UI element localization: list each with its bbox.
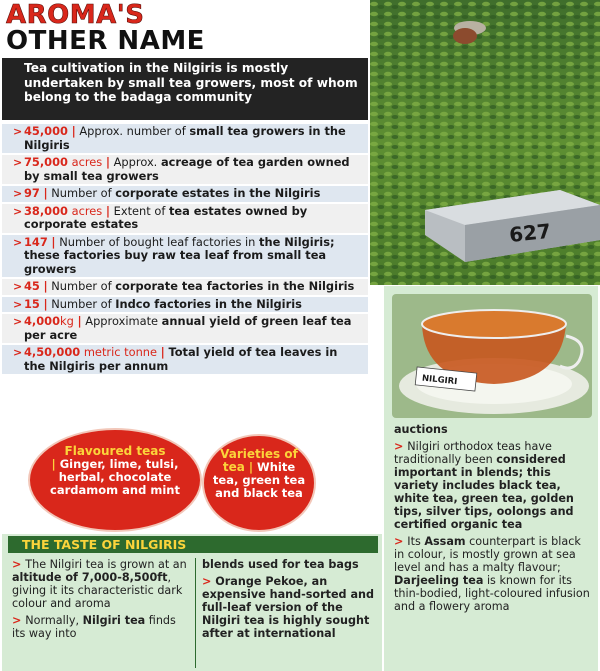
stat-unit: acres — [67, 155, 103, 169]
stat-text: Approx. — [113, 155, 161, 169]
taste-section — [2, 534, 382, 671]
right-p2-post: is known for its thin-bodied, light-coloured infusion and a flowery aroma — [394, 574, 590, 613]
stat-item — [2, 235, 368, 278]
stat-text-bold: Indco factories in the Nilgiris — [115, 296, 302, 311]
title-line-1: AROMA'S — [6, 0, 145, 30]
taste-p1-bold: altitude of 7,000-8,500ft — [12, 571, 168, 584]
taste-p2-post: finds its way into — [12, 614, 176, 640]
right-p1-text: Nilgiri orthodox teas have traditionally been — [394, 440, 552, 466]
stat-text: Number of — [51, 279, 116, 293]
stat-text-bold: annual yield of green leaf tea per acre — [24, 314, 352, 342]
stat-text-bold: corporate estates in the Nilgiris — [115, 186, 321, 200]
stat-value: 97 — [24, 186, 40, 200]
right-p1 — [394, 440, 592, 531]
varieties-body: White tea, green tea and black tea — [212, 460, 306, 500]
right-column-text — [384, 421, 598, 671]
tag-number: 627 — [508, 218, 553, 247]
taste-p1 — [12, 558, 190, 610]
separator: | — [51, 234, 56, 249]
stat-text-bold: small tea growers in the Nilgiris — [24, 124, 346, 152]
flavoured-teas-body: Ginger, lime, tulsi, herbal, chocolate cardamom and mint — [50, 457, 180, 497]
arrow-icon: > — [13, 280, 23, 293]
varieties-heading: Varieties of tea — [220, 447, 298, 474]
taste-p1-post: , giving it its characteristic dark colour and aroma — [12, 571, 183, 610]
separator: | — [43, 186, 48, 200]
right-p0 — [394, 423, 592, 436]
taste-p2 — [12, 614, 190, 640]
title-line-2: OTHER NAME — [6, 26, 205, 56]
stat-unit: acres — [67, 203, 103, 218]
arrow-icon: > — [13, 315, 23, 328]
right-p1-bold: considered important in blends; this variety includes black tea, white tea, green tea, golden tips, silver tips, oolongs and certified organic tea — [394, 453, 574, 531]
taste-heading: THE TASTE OF NILGIRIS — [8, 536, 378, 553]
stat-value: 4,50,000 — [24, 345, 81, 359]
stat-value: 75,000 — [24, 155, 68, 169]
stats-list — [2, 124, 368, 376]
stat-item — [2, 345, 368, 374]
stat-text-bold: acreage of tea garden owned by small tea growers — [24, 155, 350, 183]
stat-item — [2, 204, 368, 233]
stat-unit: kg — [60, 314, 74, 328]
arrow-icon: > — [13, 235, 23, 249]
stat-item — [2, 279, 368, 295]
right-p2-mid: counterpart is black in colour, is mostly grown at sea level and has a malty flavour; — [394, 535, 581, 574]
column-divider — [195, 558, 196, 668]
stat-item — [2, 297, 368, 313]
stat-text: Approx. number of — [79, 124, 190, 138]
stat-text: Number of bought leaf factories in — [59, 234, 260, 249]
arrow-icon: > — [13, 125, 23, 138]
separator: | — [105, 155, 111, 169]
taste-p3 — [202, 558, 378, 571]
separator: | — [43, 296, 48, 311]
stat-value: 4,000 — [24, 314, 61, 328]
right-p0-text: auctions — [394, 423, 448, 436]
right-p2-bold: Assam — [424, 535, 466, 548]
stat-value: 45,000 — [24, 124, 68, 138]
stat-value: 15 — [24, 296, 40, 311]
stat-value: 45 — [24, 279, 40, 293]
stat-text-bold: the Nilgiris; these factories buy raw tea leaf from small tea growers — [24, 234, 335, 276]
varieties-circle — [204, 436, 314, 530]
arrow-icon: > — [202, 575, 216, 588]
separator: | — [77, 314, 82, 328]
stat-item — [2, 155, 368, 184]
arrow-icon: > — [394, 440, 408, 453]
intro-banner: Tea cultivation in the Nilgiris is mostly undertaken by small tea growers, most of whom belong to the badaga community — [2, 58, 368, 120]
stat-text: Number of — [51, 296, 116, 311]
stat-text: Number of — [51, 186, 116, 200]
taste-column-1 — [12, 558, 190, 644]
arrow-icon: > — [13, 156, 23, 169]
right-p2 — [394, 535, 592, 613]
taste-column-2 — [202, 558, 378, 644]
page-title — [6, 2, 368, 56]
separator: | — [71, 124, 76, 138]
taste-p1-text: The Nilgiri tea is grown at an — [25, 558, 187, 571]
stat-text-bold: tea estates owned by corporate estates — [24, 203, 308, 231]
arrow-icon: > — [13, 204, 23, 218]
separator: | — [160, 345, 165, 359]
taste-p3-text: blends used for tea bags — [202, 558, 359, 571]
flavoured-teas-heading: Flavoured teas — [64, 444, 166, 458]
separator: | — [51, 457, 60, 471]
cup-label: NILGIRI — [421, 373, 458, 388]
arrow-icon: > — [12, 614, 26, 627]
taste-p4 — [202, 575, 378, 640]
arrow-icon: > — [13, 297, 23, 311]
separator: | — [105, 203, 111, 218]
stat-text-bold: corporate tea factories in the Nilgiris — [115, 279, 355, 293]
separator: | — [43, 279, 48, 293]
right-p2-bold2: Darjeeling tea — [394, 574, 484, 587]
stat-item — [2, 186, 368, 202]
stat-value: 147 — [24, 234, 48, 249]
stat-text: Extent of — [113, 203, 169, 218]
stat-item — [2, 314, 368, 343]
stat-value: 38,000 — [24, 203, 68, 218]
taste-p2-text: Normally, — [25, 614, 83, 627]
arrow-icon: > — [394, 535, 408, 548]
arrow-icon: > — [13, 187, 23, 200]
flavoured-teas-circle — [30, 430, 200, 530]
taste-p2-bold: Nilgiri tea — [82, 614, 146, 627]
stat-text: Approximate — [85, 314, 162, 328]
stat-item — [2, 124, 368, 153]
right-p2-text: Its — [407, 535, 425, 548]
arrow-icon: > — [13, 346, 23, 359]
stat-unit: metric tonne — [80, 345, 158, 359]
stat-text-bold: Total yield of tea leaves in the Nilgiris per annum — [24, 345, 338, 373]
taste-p4-text: Orange Pekoe, an expensive hand-sorted and full-leaf version of the Nilgiri tea is highly sought after at international — [202, 575, 374, 640]
separator: | — [248, 460, 258, 474]
tea-plantation-photo — [370, 0, 600, 285]
arrow-icon: > — [12, 558, 26, 571]
tea-cup-panel — [384, 286, 598, 421]
